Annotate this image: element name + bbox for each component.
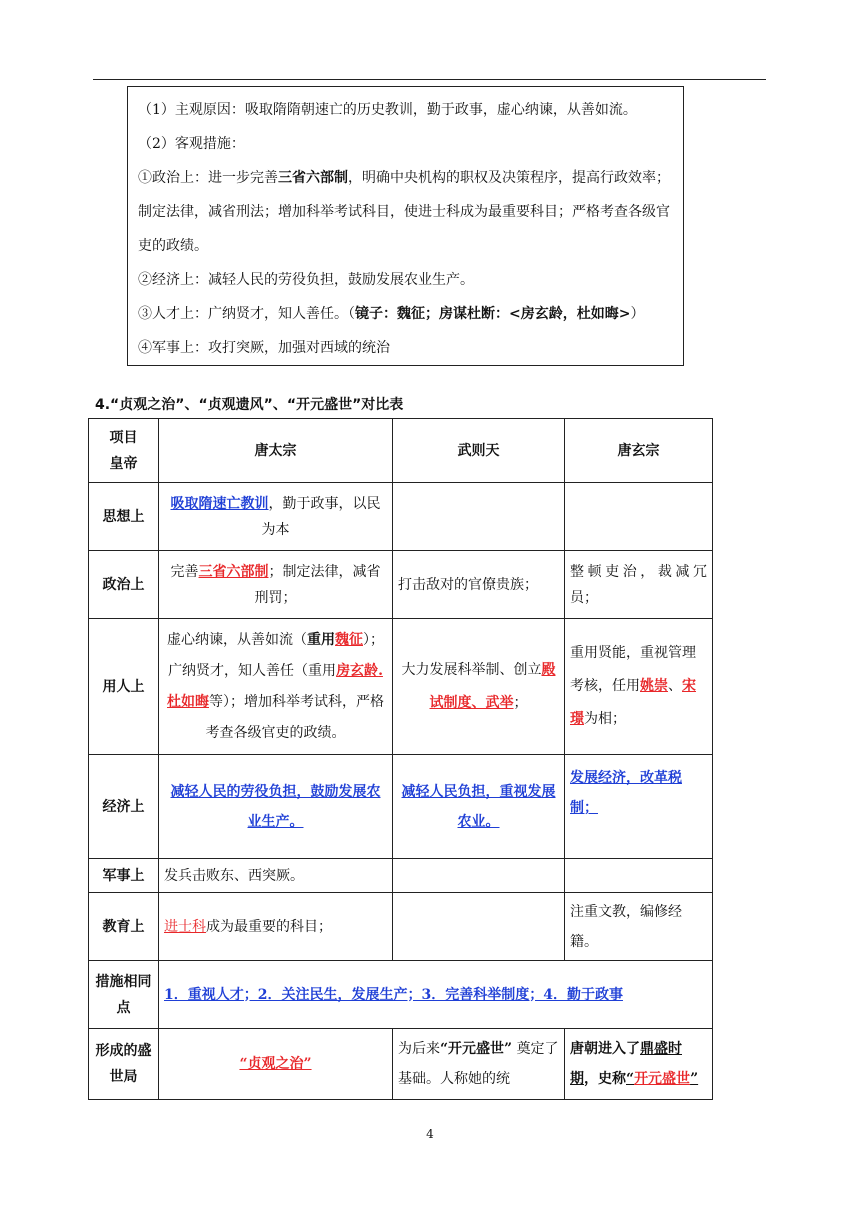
comparison-table xyxy=(88,418,713,1100)
page-number: 4 xyxy=(426,1127,434,1141)
row-label-military: 军事上 xyxy=(89,859,159,893)
col-header-wuzetian: 武则天 xyxy=(393,419,565,483)
row-label-talent: 用人上 xyxy=(89,619,159,755)
table-row xyxy=(89,483,713,551)
table-row xyxy=(89,619,713,755)
economy-wuzetian: 减轻人民负担，重视发展农业。 xyxy=(393,755,565,859)
table-row xyxy=(89,893,713,961)
thought-wuzetian xyxy=(393,483,565,551)
table-row xyxy=(89,859,713,893)
education-xuanzong: 注重文教，编修经籍。 xyxy=(565,893,713,961)
politics-wuzetian: 打击敌对的官僚贵族； xyxy=(393,551,565,619)
military-measure: ④军事上：攻打突厥，加强对西域的统治 xyxy=(138,340,390,356)
economy-xuanzong: 发展经济，改革税制； xyxy=(565,755,713,859)
education-taizong: 进士科成为最重要的科目； xyxy=(159,893,393,961)
row-label-economy: 经济上 xyxy=(89,755,159,859)
talent-wuzetian: 大力发展科举制、创立殿试制度、武举； xyxy=(393,619,565,755)
politics-xuanzong: 整顿吏治，裁减冗员； xyxy=(565,551,713,619)
prosperity-xuanzong: 唐朝进入了鼎盛时期，史称“开元盛世” xyxy=(565,1029,713,1100)
economy-taizong: 减轻人民的劳役负担，鼓励发展农业生产。 xyxy=(159,755,393,859)
politics-measure: ①政治上：进一步完善三省六部制，明确中央机构的职权及决策程序，提高行政效率；制定法律，减省刑法；增加科举考试科目，使进士科成为最重要科目；严格考查各级官吏的政绩。 xyxy=(138,170,670,254)
table-row xyxy=(89,961,713,1029)
section-title: 4.“贞观之治”、“贞观遗风”、“开元盛世”对比表 xyxy=(95,397,404,413)
table-row xyxy=(89,755,713,859)
thought-xuanzong xyxy=(565,483,713,551)
corner-cell: 项目 皇帝 xyxy=(89,419,159,483)
summary-box xyxy=(127,86,684,366)
military-wuzetian xyxy=(393,859,565,893)
subjective-reason: （1）主观原因：吸取隋隋朝速亡的历史教训，勤于政事，虚心纳谏，从善如流。 xyxy=(138,102,637,118)
prosperity-taizong: “贞观之治” xyxy=(159,1029,393,1100)
economy-measure: ②经济上：减轻人民的劳役负担，鼓励发展农业生产。 xyxy=(138,272,474,288)
talent-xuanzong: 重用贤能，重视管理考核，任用姚崇、宋璟为相； xyxy=(565,619,713,755)
row-label-politics: 政治上 xyxy=(89,551,159,619)
table-row xyxy=(89,551,713,619)
header-rule xyxy=(93,79,766,80)
common-points: 1．重视人才；2．关注民生，发展生产；3．完善科举制度；4．勤于政事 xyxy=(159,961,713,1029)
col-header-xuanzong: 唐玄宗 xyxy=(565,419,713,483)
education-wuzetian xyxy=(393,893,565,961)
row-label-thought: 思想上 xyxy=(89,483,159,551)
thought-taizong: 吸取隋速亡教训，勤于政事，以民为本 xyxy=(159,483,393,551)
military-taizong: 发兵击败东、西突厥。 xyxy=(159,859,393,893)
header-row xyxy=(89,419,713,483)
col-header-taizong: 唐太宗 xyxy=(159,419,393,483)
talent-taizong: 虚心纳谏，从善如流（重用魏征）；广纳贤才，知人善任（重用房玄龄.杜如晦等）；增加科举考试科，严格考查各级官吏的政绩。 xyxy=(159,619,393,755)
politics-taizong: 完善三省六部制；制定法律，减省刑罚； xyxy=(159,551,393,619)
row-label-education: 教育上 xyxy=(89,893,159,961)
prosperity-wuzetian: 为后来“开元盛世” 奠定了基础。人称她的统 xyxy=(393,1029,565,1100)
objective-measures-title: （2）客观措施： xyxy=(138,136,245,152)
row-label-prosperity: 形成的盛世局 xyxy=(89,1029,159,1100)
row-label-common: 措施相同点 xyxy=(89,961,159,1029)
table-row xyxy=(89,1029,713,1100)
military-xuanzong xyxy=(565,859,713,893)
talent-measure: ③人才上：广纳贤才，知人善任。（镜子：魏征；房谋杜断：<房玄龄，杜如晦>） xyxy=(138,306,645,322)
